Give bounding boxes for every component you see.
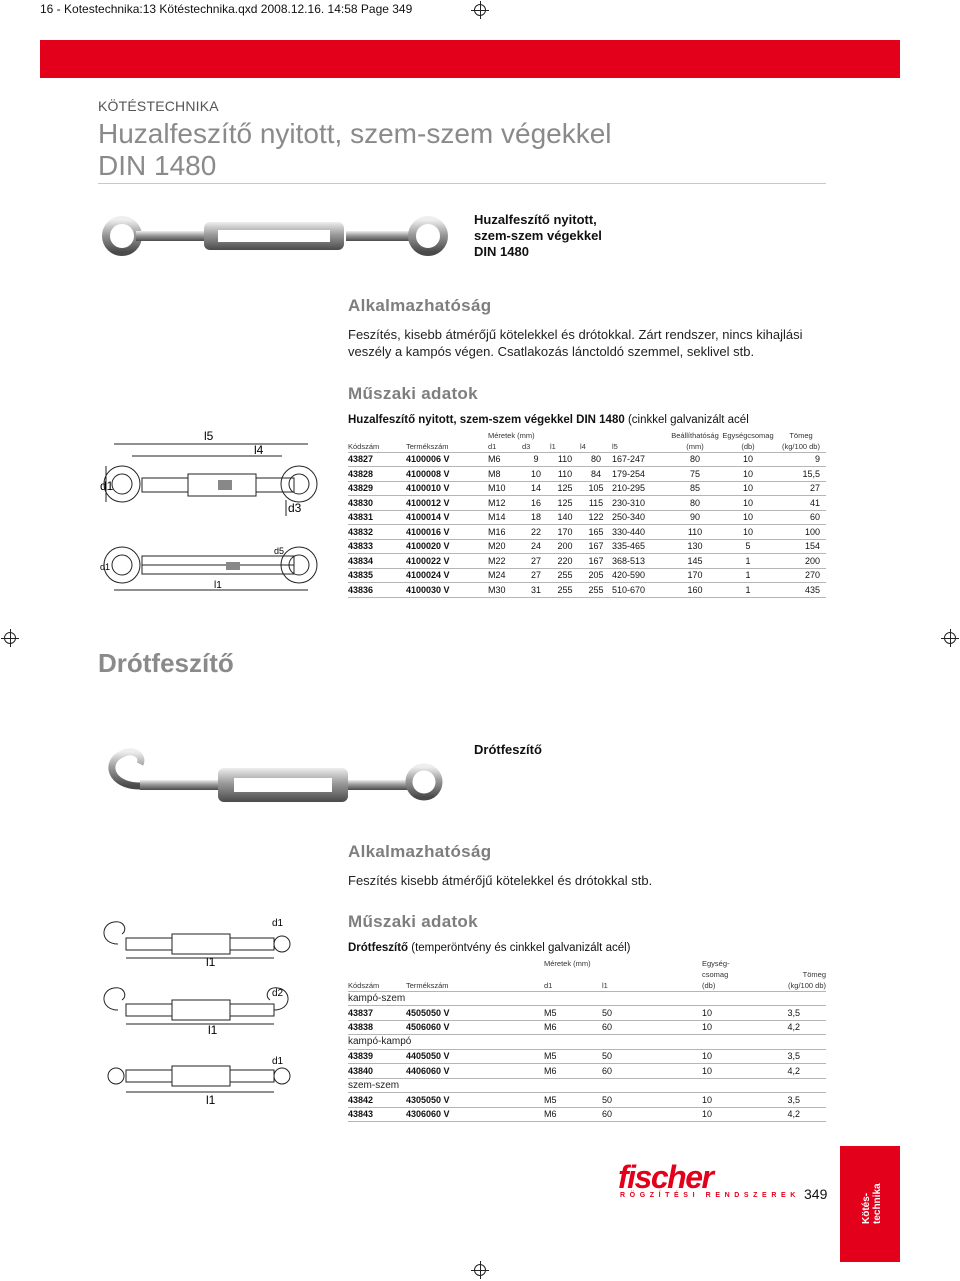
table-row [348,452,826,467]
table-row [348,1107,826,1122]
table-cell: 41 [776,496,826,511]
dim-l1-b: l1 [208,1023,218,1037]
table-cell: 10 [702,1020,776,1035]
table-cell: 110 [550,452,580,467]
table-cell: 4505050 V [406,1006,544,1021]
table-cell: 255 [580,583,612,598]
table-cell: 110 [670,525,720,540]
table-cell: 4406060 V [406,1064,544,1079]
table-group-row [348,1035,826,1050]
table-cell: 4405050 V [406,1049,544,1064]
table-cell: 4,2 [776,1020,826,1035]
table-cell: 145 [670,554,720,569]
table-row [348,467,826,482]
table-cell: 270 [776,568,826,583]
table-cell: M16 [488,525,522,540]
table-cell: 220 [550,554,580,569]
table-cell: 125 [550,496,580,511]
table-cell: 4100024 V [406,568,488,583]
table-cell: 60 [776,510,826,525]
table-cell: 3,5 [776,1049,826,1064]
table-cell: 9 [776,452,826,467]
table-cell: M10 [488,481,522,496]
table-cell: 210-295 [612,481,670,496]
table-cell: 24 [522,539,550,554]
dim-d3: d3 [288,501,302,515]
table-cell: 43840 [348,1064,406,1079]
table-cell: M6 [544,1107,602,1122]
title-divider [98,183,826,184]
registration-mark-icon [474,1264,486,1276]
table-cell: 18 [522,510,550,525]
table-cell: 10 [720,452,776,467]
table-row [348,496,826,511]
registration-mark-icon [944,632,956,644]
table-group-row [348,991,826,1006]
table-cell: 200 [550,539,580,554]
turnbuckle-eye-eye-photo [100,208,450,264]
table-cell: 122 [580,510,612,525]
table-row [348,510,826,525]
table-cell: 75 [670,467,720,482]
table-cell: 10 [702,1064,776,1079]
dimension-drawing [96,420,336,600]
table-cell: 43832 [348,525,406,540]
table-cell: 4100006 V [406,452,488,467]
dim-l4: l4 [254,443,264,457]
table-cell: 4305050 V [406,1093,544,1108]
table-row [348,1064,826,1079]
table-cell: M8 [488,467,522,482]
page-title-2: Drótfeszítő [98,648,234,678]
table-cell: 1 [720,568,776,583]
table-cell: 110 [550,467,580,482]
table-row [348,554,826,569]
table-cell: 165 [580,525,612,540]
table-cell: 60 [602,1020,702,1035]
table-title-2: Drótfeszítő (temperöntvény és cinkkel galvanizált acél) [348,942,631,954]
table-cell: 4100014 V [406,510,488,525]
table-cell: 10 [702,1049,776,1064]
table-cell: 140 [550,510,580,525]
table-cell: 435 [776,583,826,598]
table-cell: 167 [580,539,612,554]
table-cell: M6 [544,1064,602,1079]
table-cell: M20 [488,539,522,554]
dim-d1-lower: d1 [100,562,111,572]
table-cell: 80 [670,452,720,467]
table-cell: 50 [602,1093,702,1108]
table-cell: 200 [776,554,826,569]
table-cell: 43835 [348,568,406,583]
dim-l1-a: l1 [206,955,216,969]
table-cell: 31 [522,583,550,598]
brand-tagline: RÖGZÍTÉSI RENDSZEREK [620,1192,800,1199]
table-cell: 154 [776,539,826,554]
table-cell: 27 [522,568,550,583]
table-cell: 10 [720,510,776,525]
dim-d1: d1 [100,479,114,493]
table-cell: 4100016 V [406,525,488,540]
table-cell: 4,2 [776,1107,826,1122]
table-cell: 43828 [348,467,406,482]
dim-d1-a: d1 [272,918,284,929]
table-cell: 105 [580,481,612,496]
table-cell: 10 [522,467,550,482]
table-cell: 43842 [348,1093,406,1108]
tech-data-heading-2: Műszaki adatok [348,912,478,931]
dim-l1: l1 [214,580,222,591]
table-cell: 170 [670,568,720,583]
turnbuckle-hook-eye-photo [100,742,450,810]
table-cell: 10 [720,525,776,540]
table-cell: 170 [550,525,580,540]
table-cell: 9 [522,452,550,467]
application-heading-2: Alkalmazhatóság [348,842,492,861]
table-cell: 179-254 [612,467,670,482]
table-cell: 125 [550,481,580,496]
table-row [348,481,826,496]
dim-d2: d2 [272,988,284,999]
table-cell: M5 [544,1049,602,1064]
table-cell: 1 [720,583,776,598]
table-cell: 160 [670,583,720,598]
table-cell: 4100022 V [406,554,488,569]
table-cell: 4100010 V [406,481,488,496]
table-cell: 14 [522,481,550,496]
header-bar [40,40,900,78]
table-cell: 510-670 [612,583,670,598]
table-cell: 3,5 [776,1093,826,1108]
table-cell: 43829 [348,481,406,496]
section-label: KÖTÉSTECHNIKA [98,98,219,114]
table-cell: 330-440 [612,525,670,540]
table-cell: 255 [550,583,580,598]
table-row [348,1093,826,1108]
table-cell: 80 [580,452,612,467]
dim-l1-c: l1 [206,1093,216,1107]
table-cell: 50 [602,1006,702,1021]
table-cell: 43834 [348,554,406,569]
dim-l5: l5 [204,429,214,443]
group-label: szem-szem [348,1078,826,1093]
spec-table-2: Méretek (mm) Egység- csomag Tömeg Kódszám Termékszám d1 l1 (db) (kg/100 db) kampó-szem 43837 4505050 V M5 50 10 3,5 43838 4506060 V M6 60 10 4,2 kampó-kampó 43839 4405050 V M5 50 10 3,5 43840 4406060 V M6 60 10 4,2 szem-szem 43842 4305050 V M5 50 10 3,5 43843 4306060 V M6 60 10 4,2 [348,958,826,1122]
registration-mark-icon [474,4,486,16]
group-label: kampó-szem [348,991,826,1006]
table-cell: M24 [488,568,522,583]
table-row [348,1006,826,1021]
table-cell: M6 [488,452,522,467]
file-slug: 16 - Kotestechnika:13 Kötéstechnika.qxd 2008.12.16. 14:58 Page 349 [40,2,413,16]
application-text-2: Feszítés kisebb átmérőjű kötelekkel és drótokkal stb. [348,873,653,888]
table-cell: 43833 [348,539,406,554]
table-cell: 43831 [348,510,406,525]
table-cell: 115 [580,496,612,511]
dimension-drawing-2 [96,910,296,1110]
table-cell: 4306060 V [406,1107,544,1122]
table-cell: 50 [602,1049,702,1064]
table-cell: 4506060 V [406,1020,544,1035]
table-cell: 420-590 [612,568,670,583]
page-title: Huzalfeszítő nyitott, szem-szem végekkel DIN 1480 [98,118,612,181]
table-cell: 43836 [348,583,406,598]
table-cell: 43843 [348,1107,406,1122]
table-cell: 10 [702,1107,776,1122]
dim-d1-c: d1 [272,1056,284,1067]
product-label-2: Drótfeszítő [474,742,542,757]
spec-table: Méretek (mm) Beállíthatóság Egységcsomag Tömeg Kódszám Termékszám d1 d3 l1 l4 l5 (mm) (db) (kg/100 db) 43827 4100006 V M6 9 110 80 167-247 80 10 9 43828 4100008 V M8 10 110 84 179-254 75 10 15,5 43829 4100010 V M10 14 125 105 210-295 85 10 27 43830 4100012 V M12 16 125 115 230-310 80 10 41 43831 4100014 V M14 18 140 122 250-340 90 10 60 43832 4100016 V M16 22 170 165 330-440 110 10 100 43833 4100020 V M20 24 200 167 335-465 130 5 154 43834 4100022 V M22 27 220 167 368-513 145 1 200 43835 4100024 V M24 27 255 205 420-590 170 1 270 43836 4100030 V M30 31 255 255 510-670 160 1 435 [348,430,826,598]
table-row [348,1049,826,1064]
table-cell: 10 [720,467,776,482]
table-row [348,1020,826,1035]
table-cell: 60 [602,1064,702,1079]
table-cell: 10 [702,1006,776,1021]
table-cell: 43839 [348,1049,406,1064]
table-cell: 60 [602,1107,702,1122]
table-cell: 130 [670,539,720,554]
table-cell: 27 [522,554,550,569]
table-cell: 10 [702,1093,776,1108]
table-cell: 4,2 [776,1064,826,1079]
table-cell: 4100008 V [406,467,488,482]
table-cell: 15,5 [776,467,826,482]
table-cell: 4100030 V [406,583,488,598]
table-cell: 255 [550,568,580,583]
dim-d5: d5 [274,546,285,556]
product-label: Huzalfeszítő nyitott, szem-szem végekkel DIN 1480 [474,212,602,259]
table-cell: 4100012 V [406,496,488,511]
table-cell: M22 [488,554,522,569]
table-cell: 100 [776,525,826,540]
section-side-tab: Kötés- technika [840,1146,900,1262]
table-cell: 4100020 V [406,539,488,554]
table-cell: M5 [544,1093,602,1108]
table-title: Huzalfeszítő nyitott, szem-szem végekkel DIN 1480 (cinkkel galvanizált acél [348,414,749,426]
table-cell: M6 [544,1020,602,1035]
table-row [348,525,826,540]
registration-mark-icon [4,632,16,644]
table-row [348,539,826,554]
table-cell: M14 [488,510,522,525]
table-cell: 368-513 [612,554,670,569]
table-cell: 43827 [348,452,406,467]
table-cell: 335-465 [612,539,670,554]
table-cell: 1 [720,554,776,569]
table-cell: 10 [720,481,776,496]
application-text: Feszítés, kisebb átmérőjű kötelekkel és drótokkal. Zárt rendszer, nincs kihajlási veszély a kampós végen. Csatlakozás lánctoldó szemmel, seklivel stb. [348,327,803,359]
table-cell: 250-340 [612,510,670,525]
table-cell: 167-247 [612,452,670,467]
table-cell: 5 [720,539,776,554]
table-cell: 230-310 [612,496,670,511]
table-cell: 84 [580,467,612,482]
group-label: kampó-kampó [348,1035,826,1050]
table-cell: 85 [670,481,720,496]
table-cell: 80 [670,496,720,511]
page-number: 349 [804,1186,828,1202]
table-cell: M30 [488,583,522,598]
table-cell: 10 [720,496,776,511]
table-group-row [348,1078,826,1093]
table-cell: 43838 [348,1020,406,1035]
table-cell: 205 [580,568,612,583]
table-cell: 43837 [348,1006,406,1021]
table-cell: 167 [580,554,612,569]
table-cell: 22 [522,525,550,540]
application-heading: Alkalmazhatóság [348,296,492,315]
table-row [348,583,826,598]
table-cell: 3,5 [776,1006,826,1021]
table-cell: 90 [670,510,720,525]
table-cell: M12 [488,496,522,511]
tech-data-heading: Műszaki adatok [348,384,478,403]
table-cell: M5 [544,1006,602,1021]
table-cell: 16 [522,496,550,511]
table-row [348,568,826,583]
table-cell: 43830 [348,496,406,511]
fischer-logo: fischer [618,1159,713,1195]
table-cell: 27 [776,481,826,496]
